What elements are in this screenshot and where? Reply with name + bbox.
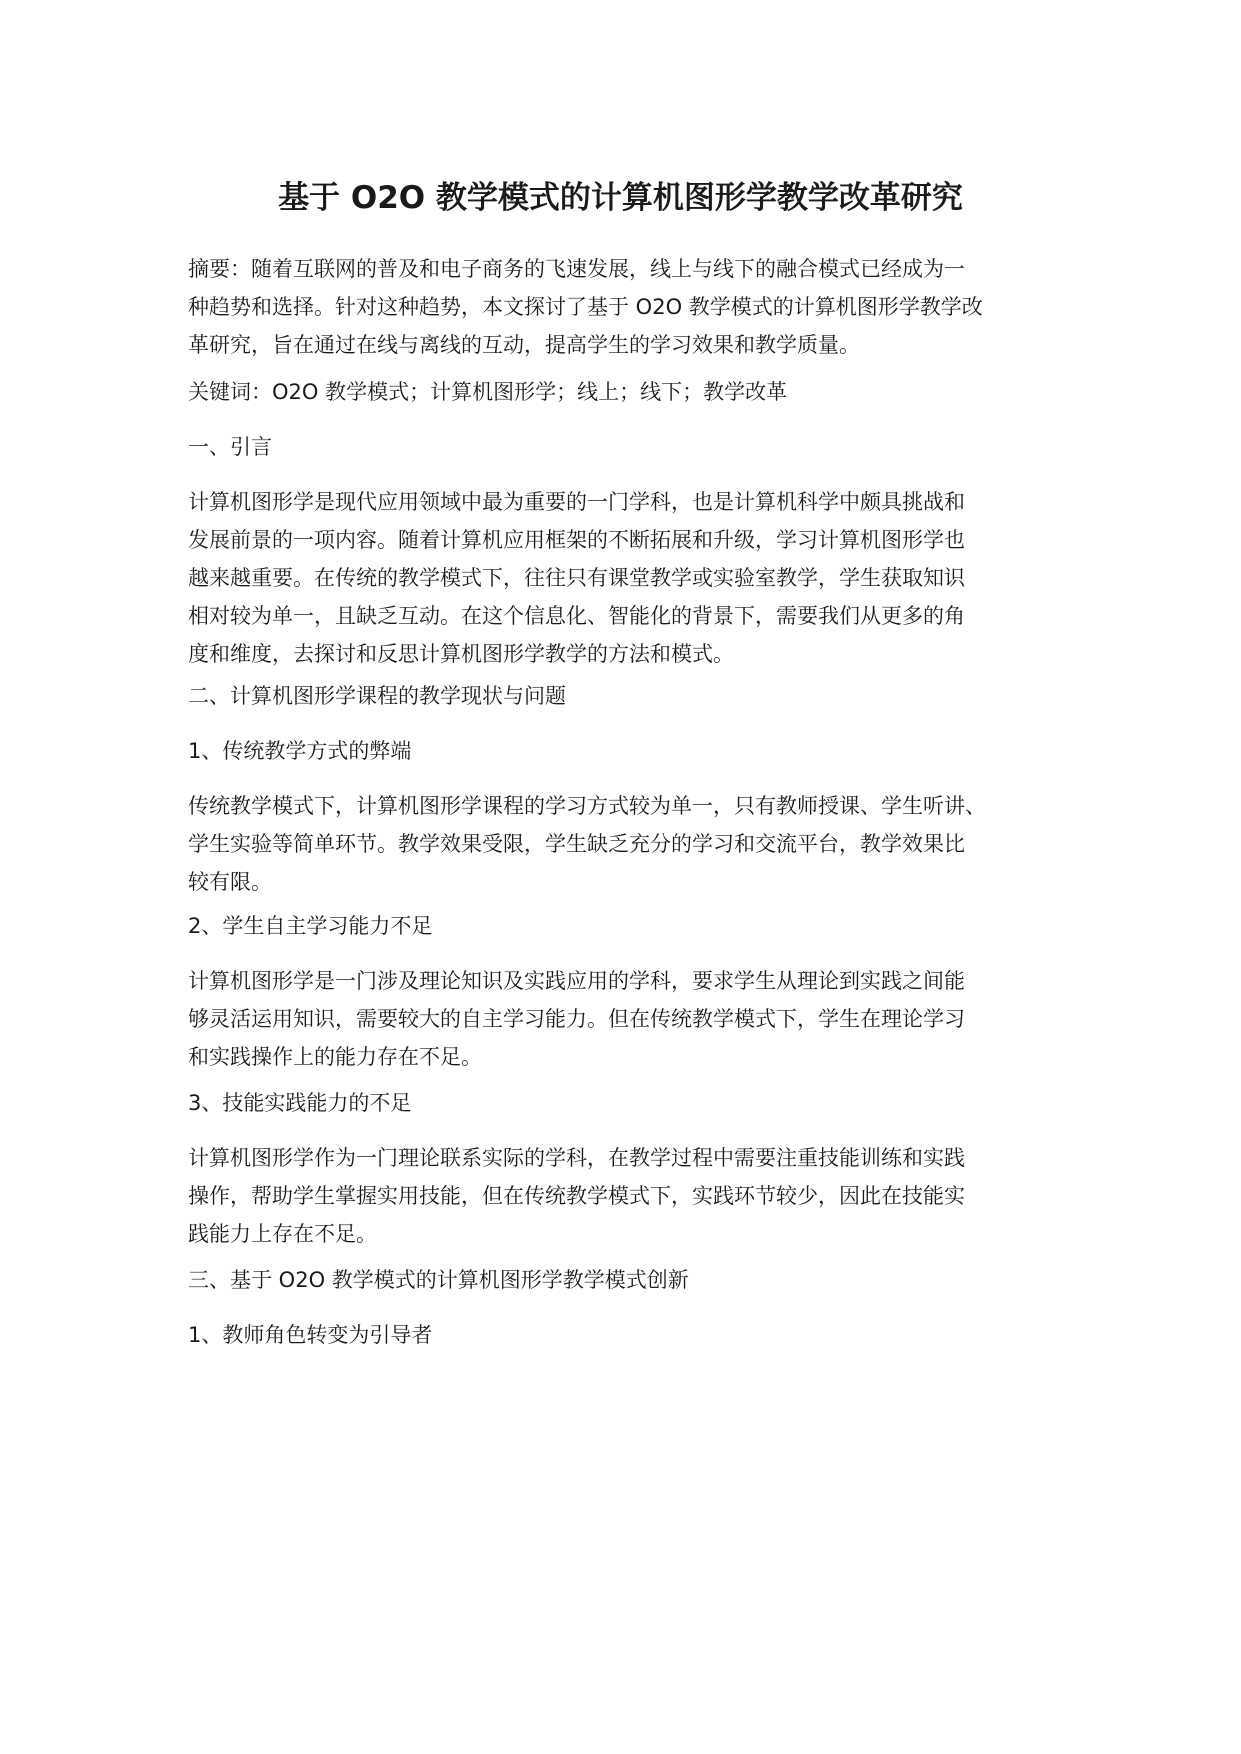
paragraph-line: 相对较为单一，且缺乏互动。在这个信息化、智能化的背景下，需要我们从更多的角 [188,604,965,628]
abstract-line: 摘要：随着互联网的普及和电子商务的飞速发展，线上与线下的融合模式已经成为一 [188,257,965,281]
paragraph-line: 度和维度，去探讨和反思计算机图形学教学的方法和模式。 [188,642,734,666]
paragraph-line: 计算机图形学作为一门理论联系实际的学科，在教学过程中需要注重技能训练和实践 [188,1146,965,1170]
practice-paragraph [188,1139,1068,1253]
keywords-line [188,373,1068,411]
section-heading-text: 三、基于 O2O 教学模式的计算机图形学教学模式创新 [188,1268,689,1292]
subsection-heading-self-learning [188,907,1068,945]
paragraph-line: 和实践操作上的能力存在不足。 [188,1045,482,1069]
paragraph-line: 操作，帮助学生掌握实用技能，但在传统教学模式下，实践环节较少，因此在技能实 [188,1184,965,1208]
paragraph-line: 践能力上存在不足。 [188,1222,377,1246]
subsection-heading-text: 3、技能实践能力的不足 [188,1091,412,1115]
abstract-paragraph [188,250,1068,364]
abstract-line: 革研究，旨在通过在线与离线的互动，提高学生的学习效果和教学质量。 [188,333,860,357]
paragraph-line: 计算机图形学是一门涉及理论知识及实践应用的学科，要求学生从理论到实践之间能 [188,969,965,993]
paragraph-line: 计算机图形学是现代应用领域中最为重要的一门学科，也是计算机科学中颇具挑战和 [188,490,965,514]
subsection-heading-text: 1、传统教学方式的弊端 [188,739,412,763]
paragraph-line: 传统教学模式下，计算机图形学课程的学习方式较为单一，只有教师授课、学生听讲、 [188,794,986,818]
paragraph-line: 发展前景的一项内容。随着计算机应用框架的不断拓展和升级，学习计算机图形学也 [188,528,965,552]
subsection-heading-teacher-role [188,1316,1068,1354]
section-heading-introduction [188,428,1068,466]
section-heading-text: 一、引言 [188,435,272,459]
subsection-heading-traditional [188,732,1068,770]
subsection-heading-text: 2、学生自主学习能力不足 [188,914,433,938]
keywords-text: 关键词：O2O 教学模式；计算机图形学；线上；线下；教学改革 [188,380,788,404]
subsection-heading-text: 1、教师角色转变为引导者 [188,1323,433,1347]
introduction-paragraph [188,483,1068,673]
paragraph-line: 越来越重要。在传统的教学模式下，往往只有课堂教学或实验室教学，学生获取知识 [188,566,965,590]
paragraph-line: 够灵活运用知识，需要较大的自主学习能力。但在传统教学模式下，学生在理论学习 [188,1007,965,1031]
document-title: 基于 O2O 教学模式的计算机图形学教学改革研究 [278,180,963,216]
abstract-line: 种趋势和选择。针对这种趋势，本文探讨了基于 O2O 教学模式的计算机图形学教学改 [188,295,983,319]
section-heading-innovation [188,1261,1068,1299]
section-heading-current-status [188,677,1068,715]
paragraph-line: 学生实验等简单环节。教学效果受限，学生缺乏充分的学习和交流平台，教学效果比 [188,832,965,856]
subsection-heading-practice [188,1084,1068,1122]
paragraph-line: 较有限。 [188,870,272,894]
self-learning-paragraph [188,962,1068,1076]
section-heading-text: 二、计算机图形学课程的教学现状与问题 [188,684,566,708]
traditional-paragraph [188,787,1068,901]
